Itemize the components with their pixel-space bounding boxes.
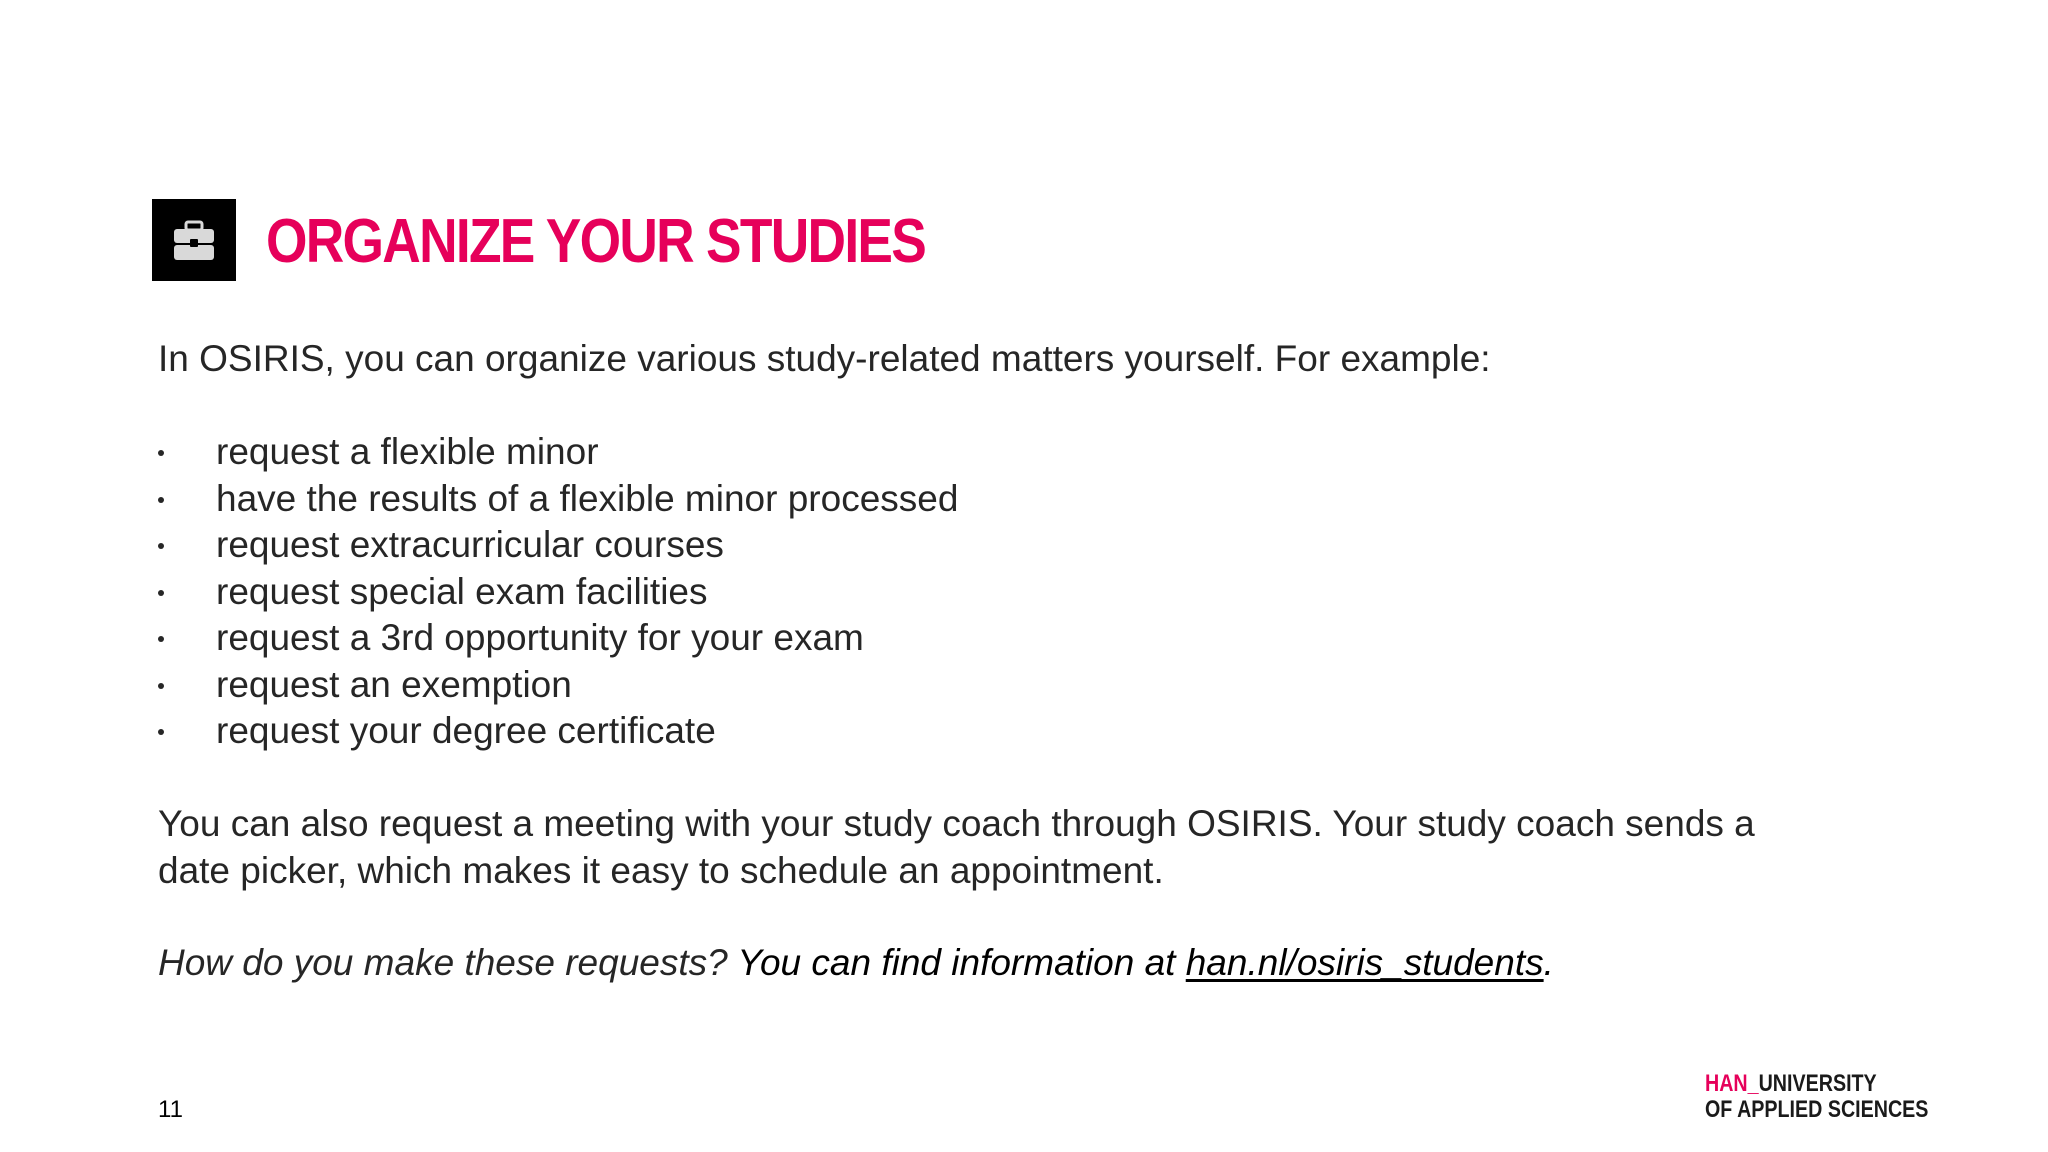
question-text: How do you make these requests?: [158, 942, 728, 983]
bullet-dot: [158, 543, 164, 549]
paragraph-line: You can also request a meeting with your study coach through OSIRIS. Your study coach sends a: [158, 803, 1755, 844]
logo-han: HAN_: [1705, 1070, 1759, 1097]
briefcase-icon: [152, 199, 236, 281]
request-list: [158, 429, 958, 755]
paragraph-line: date picker, which makes it easy to schedule an appointment.: [158, 849, 1164, 891]
list-item-text: request an exemption: [216, 663, 572, 705]
answer-suffix: .: [1543, 942, 1554, 983]
list-item: [158, 569, 958, 616]
briefcase-icon-graphic: [171, 218, 217, 262]
logo-line-1: [1705, 1071, 1928, 1097]
list-item-text: request special exam facilities: [216, 570, 708, 612]
list-item-text: request a 3rd opportunity for your exam: [216, 617, 864, 658]
list-item: [158, 429, 958, 476]
list-item-text: request a flexible minor: [216, 431, 599, 472]
list-item-text: request extracurricular courses: [216, 524, 724, 565]
study-coach-paragraph: [158, 801, 1918, 894]
list-item: [158, 662, 958, 709]
osiris-students-link[interactable]: han.nl/osiris_students: [1185, 942, 1544, 983]
list-item: [158, 615, 958, 662]
list-item-text: request your degree certificate: [216, 710, 716, 751]
bullet-dot: [158, 729, 164, 735]
logo-line-2: OF APPLIED SCIENCES: [1705, 1096, 1929, 1123]
bullet-dot: [158, 683, 164, 689]
list-item-text: have the results of a flexible minor processed: [216, 477, 959, 519]
list-item: [158, 476, 958, 523]
han-logo: [1705, 1071, 1928, 1123]
page-number: 11: [158, 1096, 183, 1123]
list-item: [158, 708, 958, 755]
answer-prefix: You can find information at: [727, 942, 1186, 983]
bullet-dot: [158, 497, 164, 503]
logo-university: UNIVERSITY: [1758, 1070, 1877, 1097]
bullet-dot: [158, 450, 164, 456]
requests-info: [158, 940, 1554, 986]
slide-title: ORGANIZE YOUR STUDIES: [266, 206, 926, 276]
intro-text: In OSIRIS, you can organize various study-related matters yourself. For example:: [158, 338, 1491, 379]
bullet-dot: [158, 636, 164, 642]
bullet-dot: [158, 590, 164, 596]
list-item: [158, 522, 958, 569]
